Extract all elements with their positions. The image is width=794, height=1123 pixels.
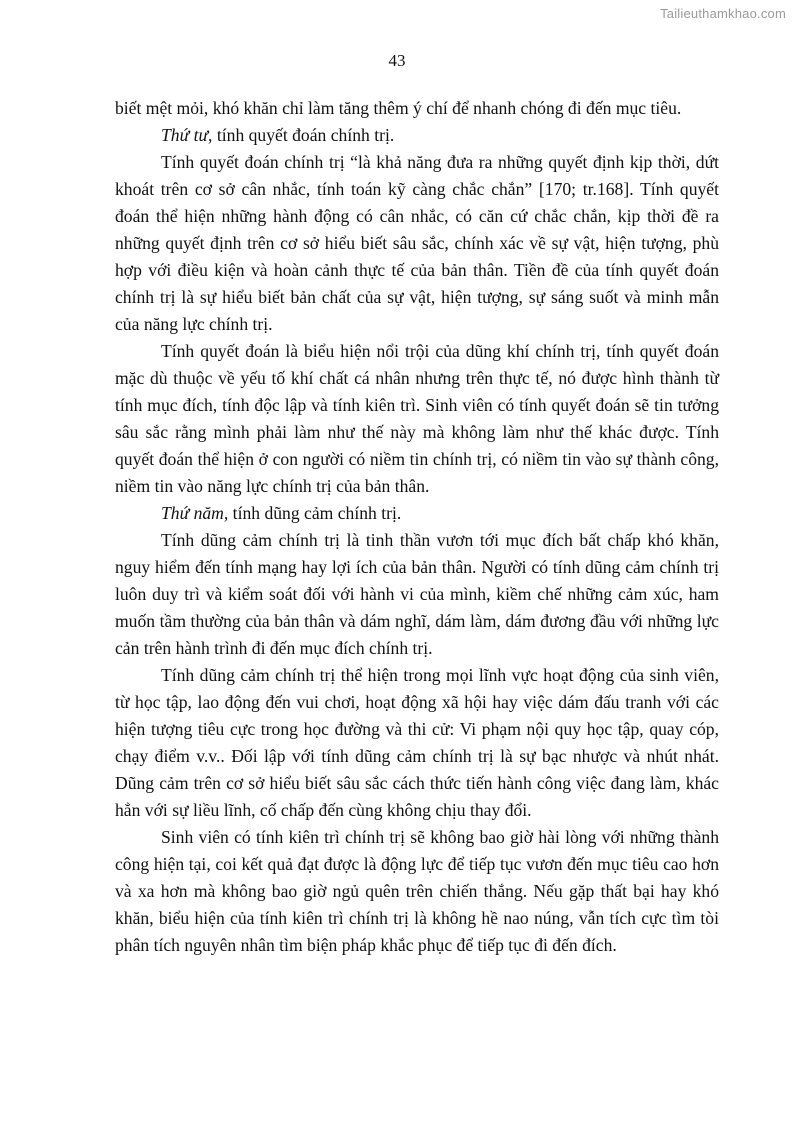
paragraph: Tính dũng cảm chính trị thể hiện trong mọi lĩnh vực hoạt động của sinh viên, từ học tập, lao động đến vui chơi, hoạt động xã hội hay việc dám đấu tranh với các hiện tượng tiêu cực trong học đường và thi cử: Vi phạm nội quy học tập, quay cóp, chạy điểm v.v.. Đối lập với tính dũng cảm chính trị là sự bạc nhược và nhút nhát. Dũng cảm trên cơ sở hiểu biết sâu sắc cách thức tiến hành công việc đang làm, khác hẳn với sự liều lĩnh, cố chấp đến cùng không chịu thay đổi. (115, 665, 719, 820)
heading-lead: Thứ năm, (161, 503, 229, 523)
watermark: Tailieuthamkhao.com (660, 6, 786, 21)
heading-lead: Thứ tư, (161, 125, 213, 145)
paragraph: Tính quyết đoán là biểu hiện nổi trội của dũng khí chính trị, tính quyết đoán mặc dù thuộc về yếu tố khí chất cá nhân nhưng trên thực tế, nó được hình thành từ tính mục đích, tính độc lập và tính kiên trì. Sinh viên có tính quyết đoán sẽ tin tưởng sâu sắc rằng mình phải làm như thế này mà không làm như thế khác được. Tính quyết đoán thể hiện ở con người có niềm tin chính trị, có niềm tin vào sự thành công, niềm tin vào năng lực chính trị của bản thân. (115, 341, 719, 496)
paragraph: Sinh viên có tính kiên trì chính trị sẽ không bao giờ hài lòng với những thành công hiện tại, coi kết quả đạt được là động lực để tiếp tục vươn đến mục tiêu cao hơn và xa hơn mà không bao giờ ngủ quên trên chiến thắng. Nếu gặp thất bại hay khó khăn, biểu hiện của tính kiên trì chính trị là không hề nao núng, vẫn tích cực tìm tòi phân tích nguyên nhân tìm biện pháp khắc phục để tiếp tục đi đến đích. (115, 827, 719, 955)
paragraph: Tính quyết đoán chính trị “là khả năng đưa ra những quyết định kịp thời, dứt khoát trên cơ sở cân nhắc, tính toán kỹ càng chắc chắn” [170; tr.168]. Tính quyết đoán thể hiện những hành động có cân nhắc, có căn cứ chắc chắn, kịp thời đề ra những quyết định trên cơ sở hiểu biết sâu sắc, chính xác về sự vật, hiện tượng, phù hợp với điều kiện và hoàn cảnh thực tế của bản thân. Tiền đề của tính quyết đoán chính trị là sự hiểu biết bản chất của sự vật, hiện tượng, sự sáng suốt và minh mẫn của năng lực chính trị. (115, 152, 719, 334)
section-heading-thu-tu (115, 122, 719, 149)
section-heading-thu-nam (115, 500, 719, 527)
document-body (115, 95, 719, 959)
paragraph-continuation: biết mệt mỏi, khó khăn chỉ làm tăng thêm ý chí để nhanh chóng đi đến mục tiêu. (115, 98, 682, 118)
paragraph: Tính dũng cảm chính trị là tinh thần vươn tới mục đích bất chấp khó khăn, nguy hiểm đến tính mạng hay lợi ích của bản thân. Người có tính dũng cảm chính trị luôn duy trì và kiểm soát đối với hành vi của mình, kiềm chế những cảm xúc, ham muốn tầm thường của bản thân và dám nghĩ, dám làm, dám đương đầu với những lực cản trên hành trình đi đến mục đích chính trị. (115, 530, 719, 658)
heading-text: tính dũng cảm chính trị. (228, 503, 402, 523)
page-number: 43 (388, 51, 406, 70)
heading-text: tính quyết đoán chính trị. (212, 125, 395, 145)
